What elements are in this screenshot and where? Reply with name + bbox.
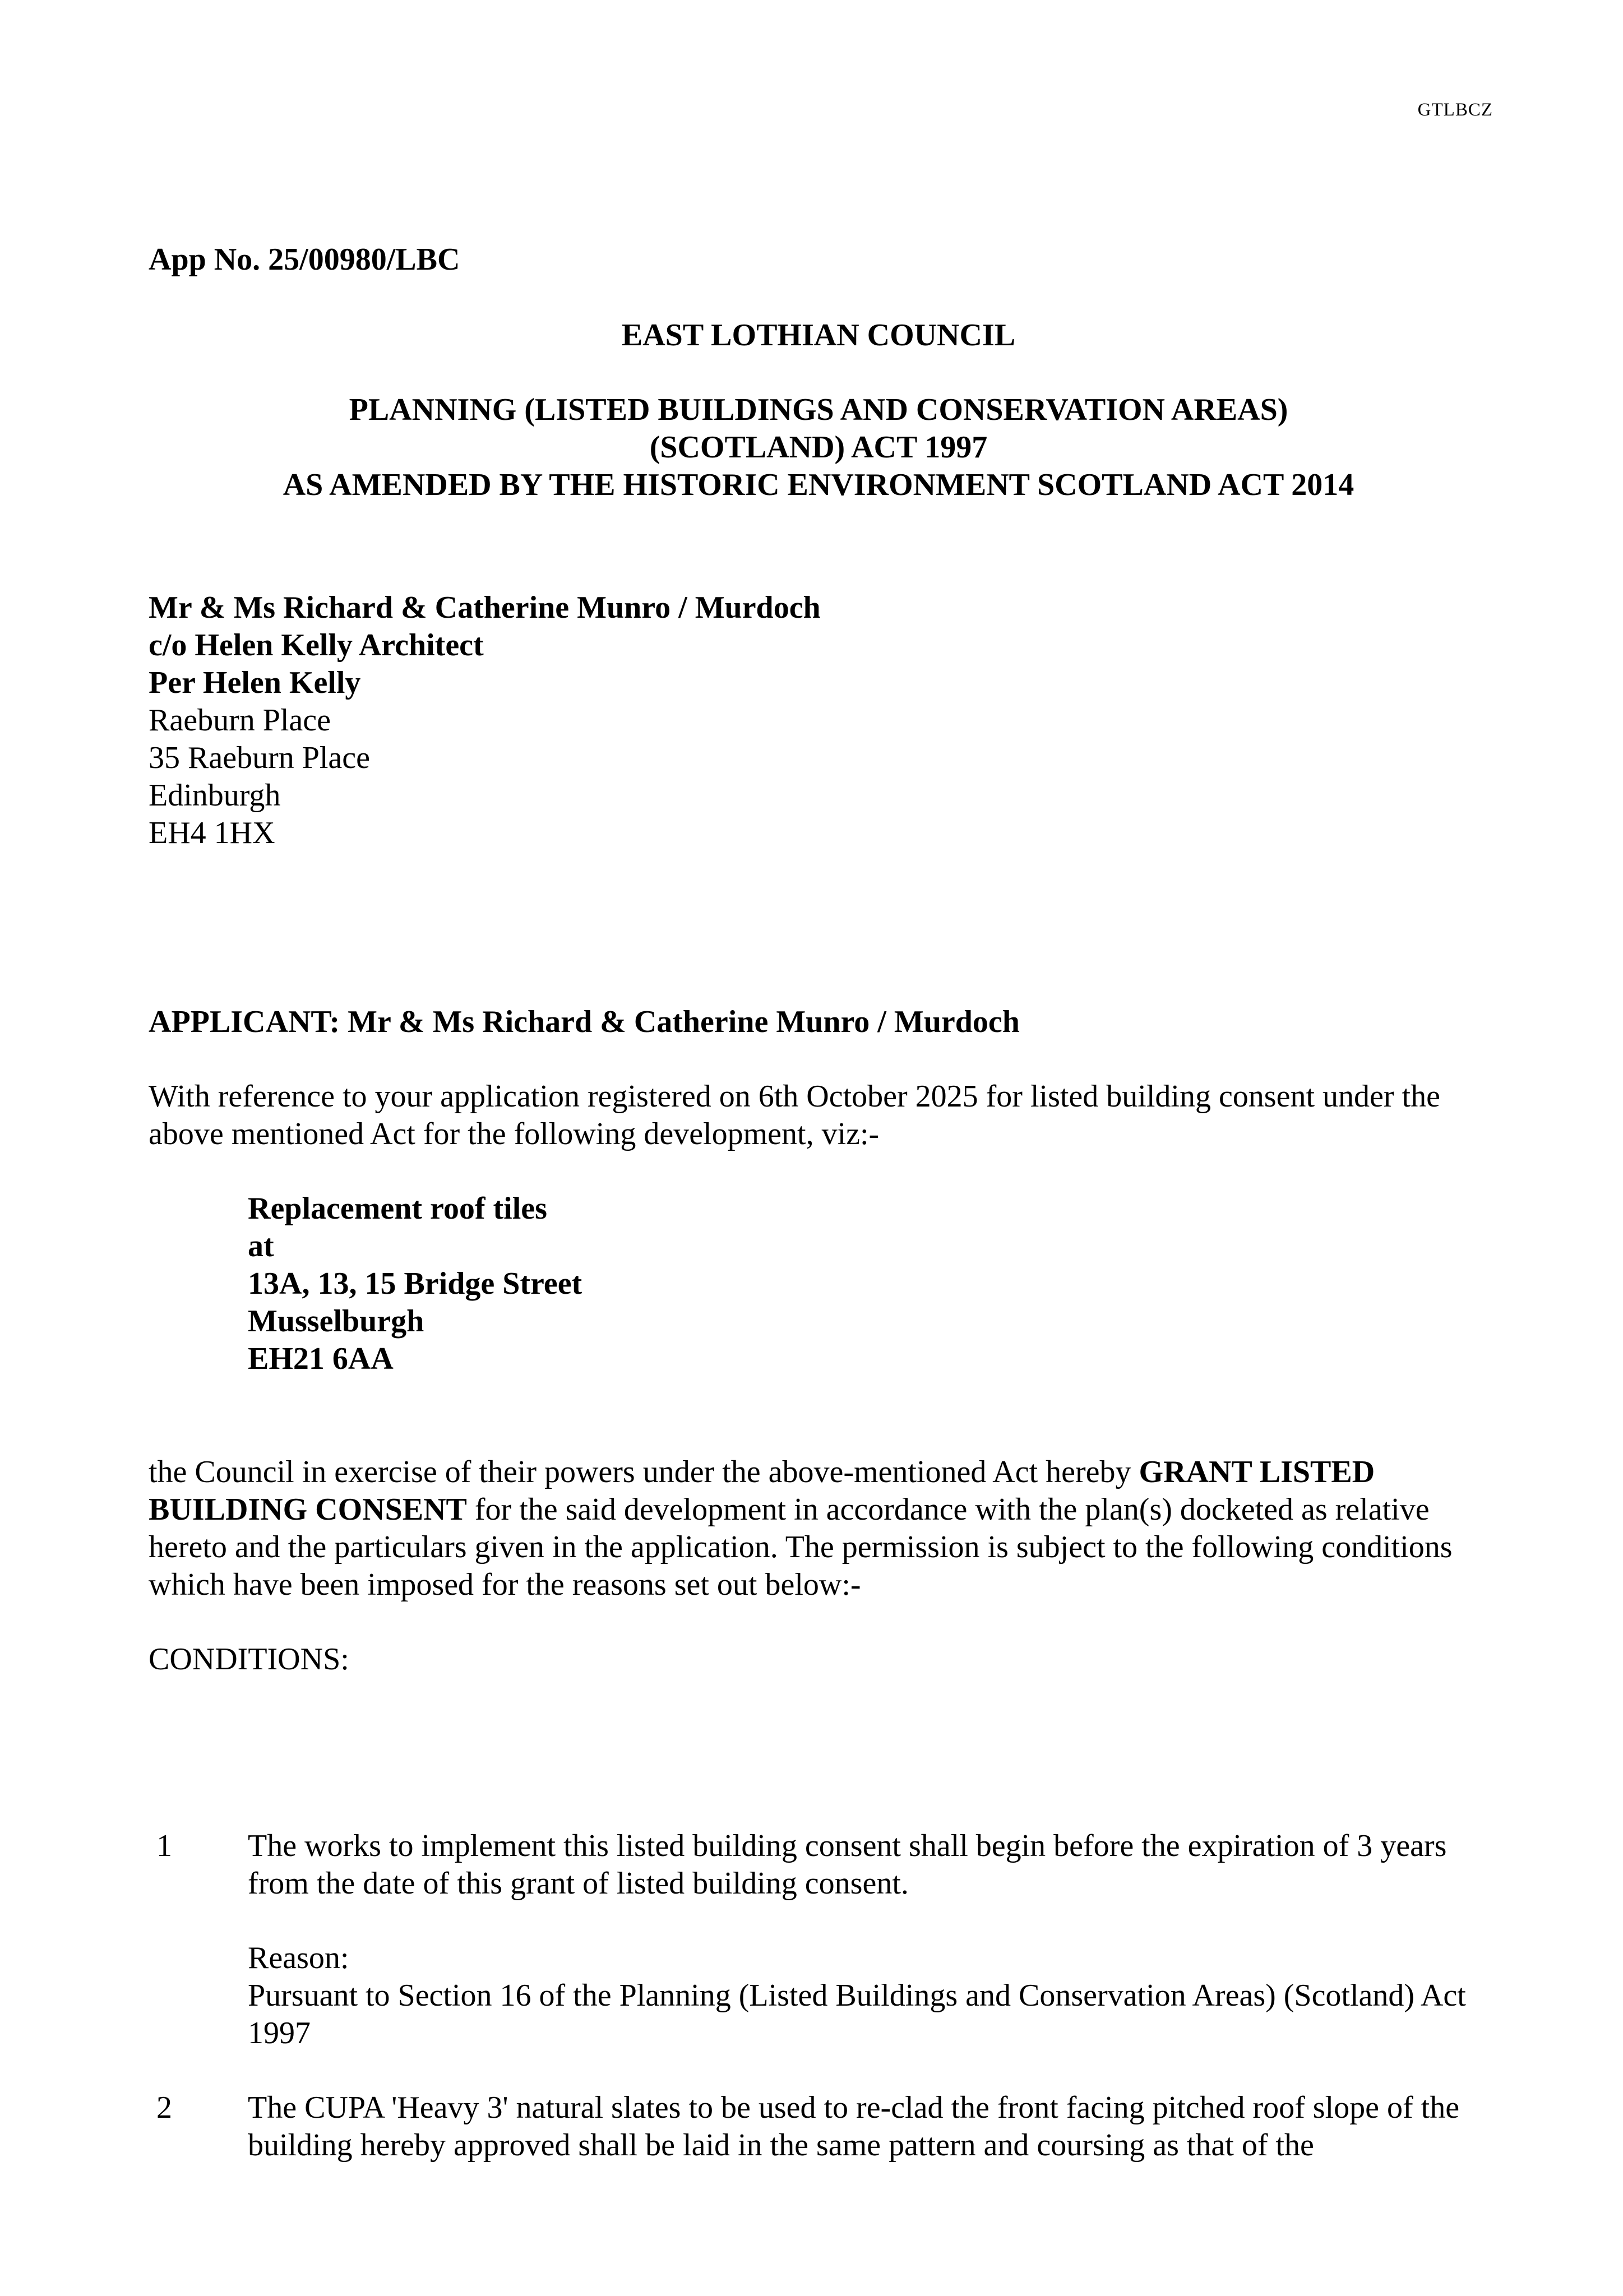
conditions-heading: CONDITIONS:: [149, 1642, 349, 1677]
development-street: 13A, 13, 15 Bridge Street: [248, 1266, 582, 1301]
grant-decision: GRANT LISTED BUILDING CONSENT: [149, 1455, 1375, 1527]
document-code: GTLBCZ: [1417, 100, 1493, 120]
condition-reason-text: Pursuant to Section 16 of the Planning (Listed Buildings and Conservation Areas) (Scotland) Act 1997: [248, 1978, 1466, 2050]
recipient-name: Mr & Ms Richard & Catherine Munro / Murdoch: [149, 590, 821, 625]
condition-reason-label: Reason:: [248, 1941, 349, 1975]
recipient-care-of: c/o Helen Kelly Architect: [149, 628, 484, 663]
development-at: at: [248, 1229, 274, 1263]
condition-body: [248, 2089, 1488, 2164]
address-postcode: EH4 1HX: [149, 816, 275, 850]
development-town: Musselburgh: [248, 1304, 424, 1339]
condition-item: [149, 2089, 1488, 2164]
address-city: Edinburgh: [149, 778, 281, 813]
act-title-line-1: PLANNING (LISTED BUILDINGS AND CONSERVATION AREAS): [349, 392, 1288, 427]
council-name: EAST LOTHIAN COUNCIL: [621, 318, 1016, 353]
condition-text: The works to implement this listed building consent shall begin before the expiration of 3 years from the date of this grant of listed building consent.: [248, 1829, 1447, 1901]
document-body: [149, 241, 1488, 2164]
condition-number: 1: [156, 1829, 172, 1863]
recipient-address: [149, 589, 1488, 852]
applicant-line: APPLICANT: Mr & Ms Richard & Catherine Munro / Murdoch: [149, 1004, 1020, 1039]
development-description: Replacement roof tiles: [248, 1191, 547, 1226]
condition-number: 2: [156, 2090, 172, 2125]
address-line-1: Raeburn Place: [149, 703, 331, 738]
condition-body: [248, 1827, 1488, 2052]
development-details: [149, 1190, 1488, 1378]
grant-suffix: for the said development in accordance with the plan(s) docketed as relative hereto and the particulars given in the application. The permission is subject to the following conditions which have been imposed for the reasons set out below:-: [149, 1492, 1453, 1602]
development-postcode: EH21 6AA: [248, 1341, 394, 1376]
act-title: [149, 391, 1488, 504]
condition-text: The CUPA 'Heavy 3' natural slates to be used to re-clad the front facing pitched roof slope of the building hereby approved shall be laid in the same pattern and coursing as that of the: [248, 2090, 1460, 2163]
grant-paragraph: [149, 1453, 1488, 1604]
reference-paragraph: With reference to your application registered on 6th October 2025 for listed building consent under the above mentioned Act for the following development, viz:-: [149, 1079, 1440, 1151]
application-number: App No. 25/00980/LBC: [149, 242, 460, 277]
act-title-line-3: AS AMENDED BY THE HISTORIC ENVIRONMENT SCOTLAND ACT 2014: [283, 467, 1354, 502]
grant-prefix: the Council in exercise of their powers under the above-mentioned Act hereby: [149, 1455, 1139, 1489]
act-title-line-2: (SCOTLAND) ACT 1997: [649, 430, 988, 465]
recipient-per: Per Helen Kelly: [149, 665, 361, 700]
address-line-2: 35 Raeburn Place: [149, 740, 370, 775]
condition-item: [149, 1827, 1488, 2052]
